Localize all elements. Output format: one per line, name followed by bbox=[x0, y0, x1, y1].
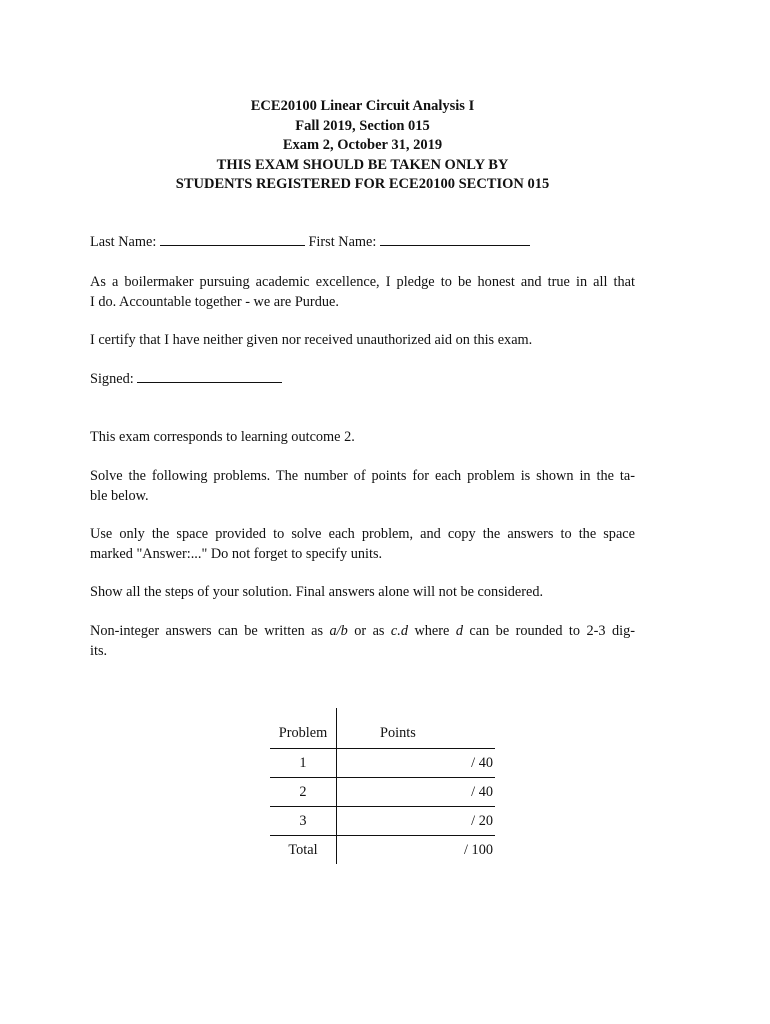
problem-number: 1 bbox=[270, 749, 337, 778]
exam-date: Exam 2, October 31, 2019 bbox=[282, 137, 443, 154]
first-name-label: First Name: bbox=[308, 234, 377, 250]
total-points: / 100 bbox=[464, 841, 493, 858]
problem-number: 3 bbox=[270, 807, 337, 836]
semester-section: Fall 2019, Section 015 bbox=[295, 117, 430, 134]
table-total-row bbox=[270, 836, 495, 865]
noninteger-line-1 bbox=[90, 622, 635, 642]
steps-instructions bbox=[90, 583, 635, 603]
noninteger-text-3: where bbox=[408, 623, 456, 639]
solve-line-1: Solve the following problems. The number of points for each problem is shown in the ta- bbox=[90, 468, 635, 484]
table-row bbox=[270, 749, 495, 778]
noninteger-line-2: its. bbox=[90, 642, 108, 659]
noninteger-text-2: or as bbox=[347, 623, 391, 639]
fraction-notation: a/b bbox=[329, 623, 348, 639]
signature-field bbox=[90, 370, 635, 390]
outcome-text: This exam corresponds to learning outcome 2. bbox=[90, 429, 355, 445]
total-label: Total bbox=[270, 836, 337, 865]
table-row bbox=[270, 778, 495, 807]
problem-number: 2 bbox=[270, 778, 337, 807]
honor-pledge bbox=[90, 273, 635, 312]
pledge-line-1: As a boilermaker pursuing academic excellence, I pledge to be honest and true in all that bbox=[90, 274, 635, 290]
noninteger-instructions bbox=[90, 622, 635, 661]
table-row bbox=[270, 807, 495, 836]
space-line-1: Use only the space provided to solve each problem, and copy the answers to the space bbox=[90, 526, 635, 542]
restriction-line-2: STUDENTS REGISTERED FOR ECE20100 SECTION 015 bbox=[175, 176, 550, 193]
points-header: Points bbox=[337, 708, 496, 749]
space-line-2: marked "Answer:..." Do not forget to specify units. bbox=[90, 545, 383, 562]
noninteger-text-4: can be rounded to 2-3 dig- bbox=[462, 623, 635, 639]
course-title: ECE20100 Linear Circuit Analysis I bbox=[250, 98, 475, 114]
table-header-row bbox=[270, 708, 495, 749]
outcome-statement bbox=[90, 428, 635, 448]
last-name-field[interactable] bbox=[160, 233, 305, 246]
name-fields bbox=[90, 233, 635, 253]
exam-header bbox=[90, 97, 635, 195]
space-instructions bbox=[90, 525, 635, 564]
points-value: / 20 bbox=[337, 807, 496, 836]
last-name-label: Last Name: bbox=[90, 234, 157, 250]
solve-instructions bbox=[90, 467, 635, 506]
decimal-notation: c.d bbox=[390, 623, 408, 639]
first-name-field[interactable] bbox=[380, 233, 530, 246]
steps-text: Show all the steps of your solution. Final answers alone will not be considered. bbox=[90, 584, 544, 600]
points-value: / 40 bbox=[337, 749, 496, 778]
points-table bbox=[270, 708, 495, 864]
solve-line-2: ble below. bbox=[90, 487, 149, 504]
problem-header: Problem bbox=[270, 708, 337, 749]
certify-statement bbox=[90, 331, 635, 351]
restriction-line-1: THIS EXAM SHOULD BE TAKEN ONLY BY bbox=[216, 156, 509, 173]
signed-label: Signed: bbox=[90, 371, 134, 387]
signature-line[interactable] bbox=[137, 370, 282, 383]
points-value: / 40 bbox=[337, 778, 496, 807]
digit-variable: d bbox=[455, 623, 463, 639]
noninteger-text-1: Non-integer answers can be written as bbox=[90, 623, 330, 639]
certify-text: I certify that I have neither given nor received unauthorized aid on this exam. bbox=[90, 332, 533, 348]
pledge-line-2: I do. Accountable together - we are Purdue. bbox=[90, 293, 339, 310]
